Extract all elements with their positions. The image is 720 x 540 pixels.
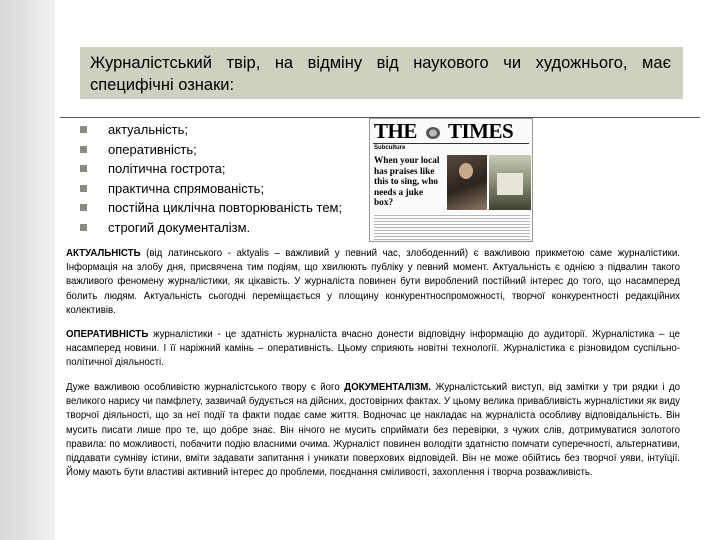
list-item — [78, 120, 342, 140]
list-item-label: політична гострота; — [108, 161, 226, 176]
bullet-square-icon — [80, 185, 87, 192]
newspaper-section: Subculture — [374, 145, 406, 151]
newspaper-photo-person — [447, 155, 487, 210]
list-item-label: актуальність; — [108, 122, 189, 137]
masthead-left: THE — [374, 119, 417, 143]
newspaper-image — [369, 118, 533, 242]
title-line-1: Журналістський твір, на відміну від наукового чи художнього, має — [90, 54, 671, 72]
actuality-term: АКТУАЛЬНІСТЬ — [66, 248, 141, 259]
documentalism-intro: Дуже важливою особливістю журналістського твору є його — [66, 382, 345, 393]
actuality-text: (від латинського - aktyalis – важливий у певний час, злободенний) є важливою прикметою саме журналістики. Інформація на злобу дня, присвячена тим подіям, що хвилюють публіку у певний момент. Актуальність є однією з підвалин такого важливого феномену журналістики, як цікавість. У журналіста повинен бути вироблений постійний інтерес до того, що насамперед болить людям. Актуальність сьогодні переміщається у площину конкурентноспроможності, творчої конкурентності редакційних колективів. — [66, 248, 680, 316]
list-item-label: оперативність; — [108, 141, 197, 157]
bullet-square-icon — [80, 165, 87, 172]
bullet-square-icon — [80, 126, 87, 133]
documentalism-paragraph — [66, 381, 680, 480]
features-list — [78, 120, 342, 237]
newspaper-headline: When your local has praises like this to sing, who needs a juke box? — [374, 156, 440, 208]
crest-icon — [425, 126, 441, 140]
operativeness-term: ОПЕРАТИВНІСТЬ — [66, 329, 149, 340]
title-line-2: специфічні ознаки: — [90, 76, 235, 94]
documentalism-term: ДОКУМЕНТАЛІЗМ. — [344, 382, 432, 393]
documentalism-text: Журналістський виступ, від замітки у три рядки і до великого нарису чи памфлету, зазвичай будується на дійсних, достовірних фактах. У цьому велика привабливість журналістики як виду творчої діяльності, що за неї події та факти подає саме життя. Водночас це накладає на журналіста особливу відповідальність. Він мусить писати лише про те, що добре знає. Він нічого не мусить сприймати без перевірки, з чужих слів, дотримуватися золотого правила: по можливості, побачити подію власними очима. Журналіст повинен володіти здатністю помчати суперечності, альтернативи, піддавати сумніву істини, вміти задавати запитання і уникати поверхових відповідей. Він не може обійтись без творчої уяви, інтуїції. Йому мають бути властиві активний інтерес до проблеми, поєднання сміливості, захоплення і творча розважливість. — [66, 382, 681, 479]
operativeness-paragraph — [66, 328, 680, 371]
slide-title — [80, 47, 683, 99]
bullet-square-icon — [80, 146, 87, 153]
newspaper-photo-pub — [489, 155, 531, 210]
masthead-right: TIMES — [447, 119, 514, 143]
list-item — [78, 159, 342, 179]
bullet-square-icon — [80, 224, 87, 231]
list-item — [78, 179, 342, 199]
list-item-label: практична спрямованість; — [108, 180, 265, 196]
bullet-square-icon — [80, 204, 87, 211]
newspaper-text-lines — [374, 215, 530, 241]
actuality-paragraph — [66, 247, 680, 318]
newspaper-masthead — [370, 119, 532, 143]
left-decorative-bar — [0, 0, 55, 540]
list-item-label: строгий документалізм. — [108, 219, 251, 235]
list-item — [78, 218, 342, 238]
list-item — [78, 140, 342, 160]
list-item — [78, 198, 342, 218]
list-item-label: постійна циклічна повторюваність тем; — [108, 200, 343, 215]
operativeness-text: журналістики - це здатність журналіста вчасно донести відповідну інформацію до аудиторії. Журналістика – це насамперед новини. І її наріжний камінь – оперативність. Цьому сприяють новітні технології. Журналістика є різновидом суспільно-політичної діяльності. — [66, 329, 680, 369]
